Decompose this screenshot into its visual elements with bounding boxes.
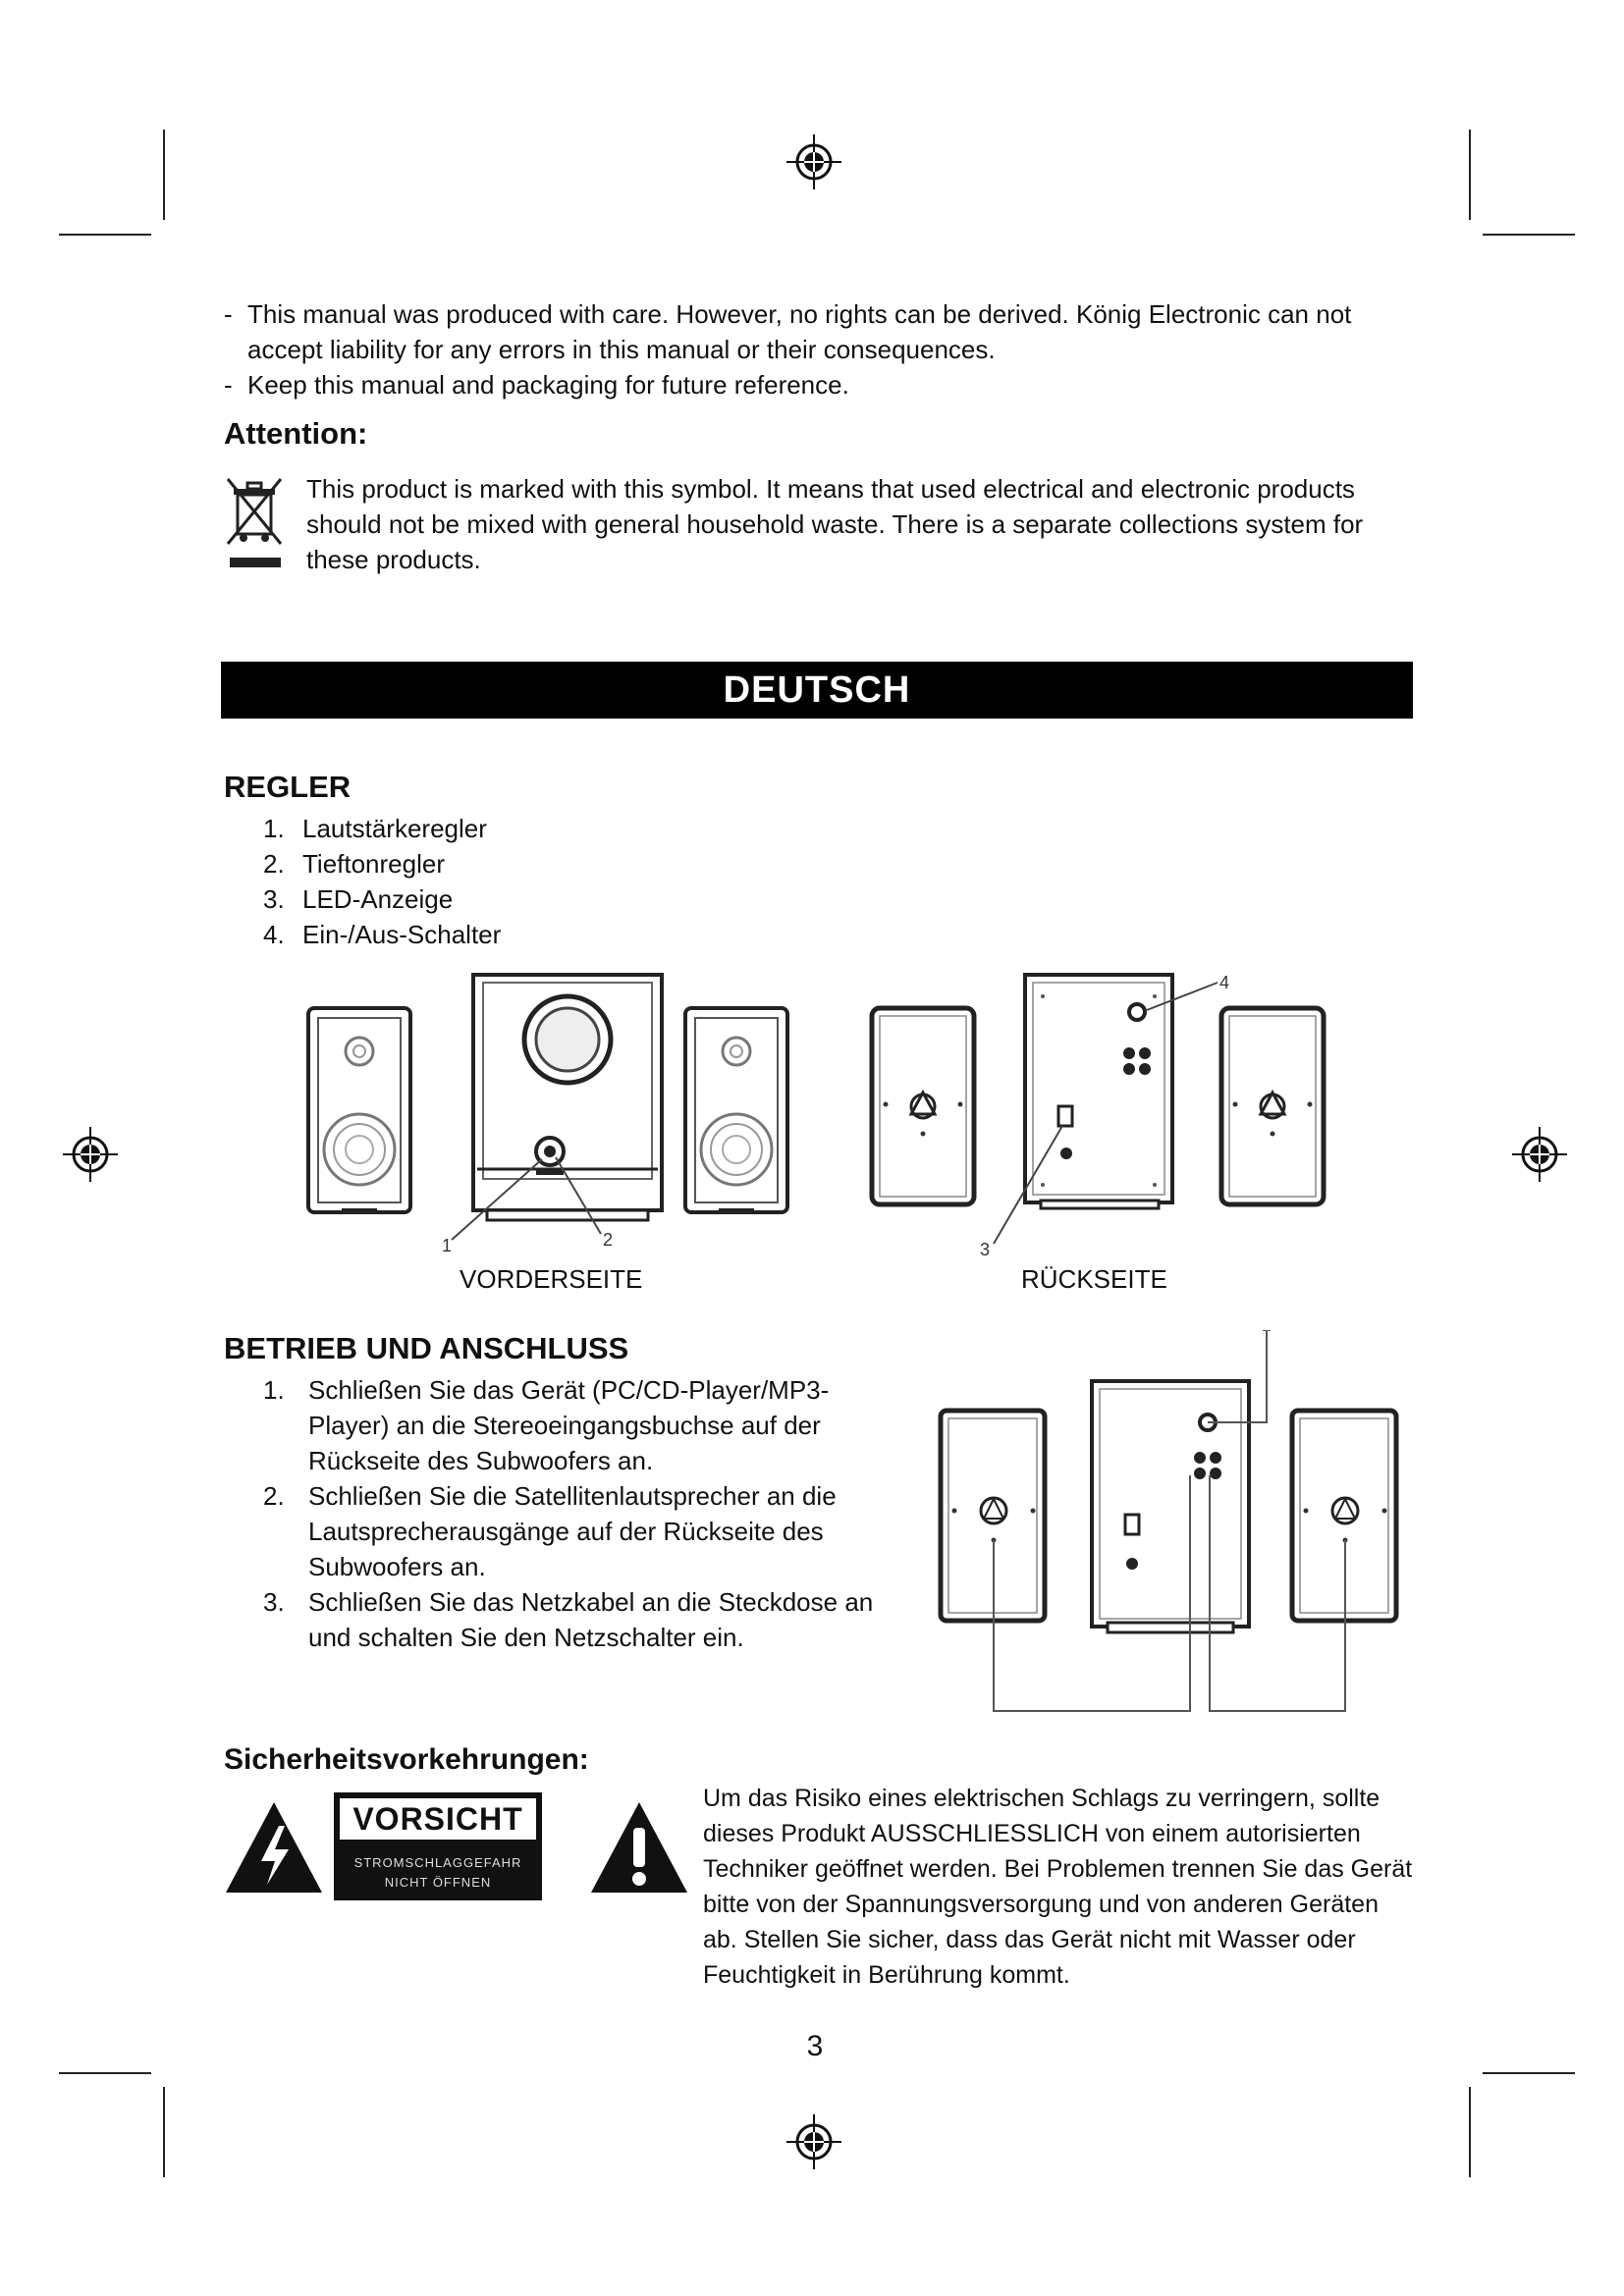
intro-bullet-1: This manual was produced with care. However, no rights can be derived. König Electronic can not accept liability for any errors in this manual or their consequences.: [247, 299, 1352, 364]
back-view-illustration: [856, 967, 1347, 1261]
intro-bullet-2: Keep this manual and packaging for future reference.: [247, 370, 849, 400]
list-item: 1. Lautstärkeregler: [263, 814, 487, 843]
page-number: 3: [806, 2030, 824, 2062]
crop-mark-top-left-horizontal: [59, 234, 151, 236]
regler-heading: REGLER: [224, 770, 352, 804]
registration-mark-icon: [1512, 1127, 1567, 1182]
callout-1-label: 1: [442, 1236, 453, 1255]
crop-mark-bottom-right-horizontal: [1483, 2072, 1575, 2074]
safety-heading: Sicherheitsvorkehrungen:: [224, 1743, 589, 1776]
back-view-caption: RÜCKSEITE: [1021, 1264, 1167, 1294]
list-item: 4. Ein-/Aus-Schalter: [263, 920, 502, 949]
list-item: 1. Schließen Sie das Gerät (PC/CD-Player/MP3-Player) an die Stereoeingangsbuchse auf der Rückseite des Subwoofers an.: [263, 1375, 830, 1475]
attention-text: This product is marked with this symbol. It means that used electrical and electronic products should not be mixed with general household waste. There is a separate collections system for these products.: [306, 474, 1364, 574]
bullet-dash: -: [224, 299, 233, 329]
list-item: 2. Schließen Sie die Satellitenlautsprecher an die Lautsprecherausgänge auf der Rückseite des Subwoofers an.: [263, 1481, 837, 1581]
vorsicht-sign: [334, 1792, 542, 1900]
callout-2-label: 2: [603, 1230, 614, 1250]
betrieb-list: [263, 1372, 892, 1655]
vorsicht-sign-line2: NICHT ÖFFNEN: [384, 1875, 492, 1890]
bullet-dash: -: [224, 370, 233, 400]
list-item: 2. Tieftonregler: [263, 849, 445, 879]
caution-exclamation-icon: [589, 1800, 689, 1895]
attention-heading: Attention:: [224, 416, 368, 451]
registration-mark-icon: [786, 134, 841, 189]
high-voltage-warning-icon: [224, 1800, 324, 1895]
crop-mark-top-right-horizontal: [1483, 234, 1575, 236]
front-view-caption: VORDERSEITE: [460, 1264, 643, 1294]
vorsicht-sign-line1: STROMSCHLAGGEFAHR: [353, 1855, 522, 1870]
section-banner-deutsch: DEUTSCH: [221, 662, 1413, 719]
registration-mark-icon: [786, 2114, 841, 2169]
front-view-illustration: [295, 967, 805, 1261]
crop-mark-top-left-vertical: [163, 130, 165, 220]
list-item: 3. Schließen Sie das Netzkabel an die Steckdose an und schalten Sie den Netzschalter ein.: [263, 1587, 874, 1652]
regler-list: [263, 811, 501, 952]
crop-mark-bottom-right-vertical: [1469, 2087, 1471, 2177]
crop-mark-bottom-left-vertical: [163, 2087, 165, 2177]
betrieb-heading: BETRIEB UND ANSCHLUSS: [224, 1331, 629, 1365]
weee-bin-icon: [224, 475, 285, 571]
safety-text: Um das Risiko eines elektrischen Schlags zu verringern, sollte dieses Produkt AUSSCHLIESSLICH von einem autorisierten Techniker geöffnet werden. Bei Problemen trennen Sie das Gerät bitte von der Spannungsversorgung und von anderen Geräten ab. Stellen Sie sicher, dass das Gerät nicht mit Wasser oder Feuchtigkeit in Berührung kommt.: [703, 1785, 1413, 1989]
callout-4-label: 4: [1219, 973, 1230, 992]
crop-mark-top-right-vertical: [1469, 130, 1471, 220]
crop-mark-bottom-left-horizontal: [59, 2072, 151, 2074]
callout-3-label: 3: [980, 1240, 991, 1259]
vorsicht-sign-title: VORSICHT: [340, 1798, 536, 1840]
connection-diagram: [933, 1330, 1404, 1723]
list-item: 3. LED-Anzeige: [263, 884, 454, 914]
registration-mark-icon: [63, 1127, 118, 1182]
